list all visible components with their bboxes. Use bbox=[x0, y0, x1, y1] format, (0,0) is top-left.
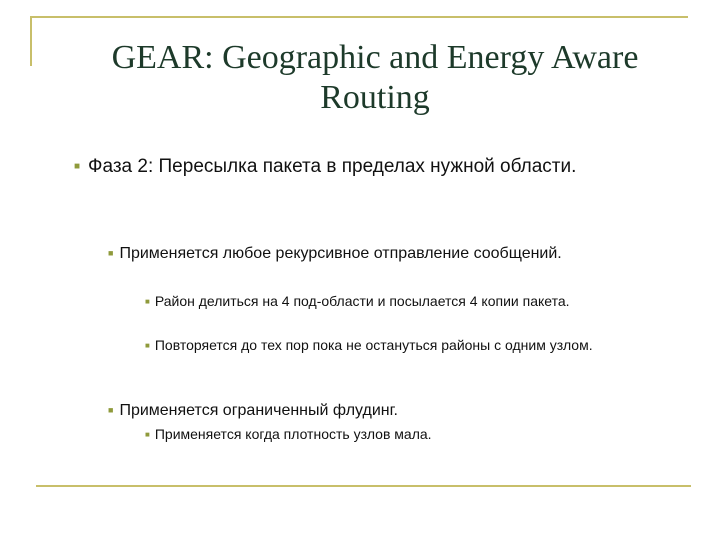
slide-title bbox=[40, 38, 710, 118]
square-bullet-icon: ■ bbox=[74, 161, 81, 172]
bullet-text: Повторяется до тех пор пока не остануться районы с одним узлом. bbox=[154, 337, 593, 353]
bullet-level3-split-region bbox=[145, 292, 625, 311]
square-bullet-icon: ■ bbox=[145, 341, 150, 350]
bullet-level3-low-density bbox=[145, 425, 625, 444]
left-decorative-line bbox=[30, 16, 32, 66]
bullet-level2-flooding bbox=[108, 400, 608, 421]
square-bullet-icon: ■ bbox=[145, 430, 150, 439]
slide-title-line-1: GEAR: Geographic and Energy Aware bbox=[111, 39, 639, 76]
bullet-text: Применяется ограниченный флудинг. bbox=[119, 402, 398, 419]
bottom-decorative-line bbox=[36, 485, 691, 487]
bullet-text: Применяется когда плотность узлов мала. bbox=[154, 426, 432, 442]
square-bullet-icon: ■ bbox=[108, 405, 114, 415]
bullet-level2-recursive bbox=[108, 243, 608, 264]
bullet-text: Фаза 2: Пересылка пакета в пределах нужной области. bbox=[88, 156, 577, 177]
bullet-text: Район делиться на 4 под-области и посылается 4 копии пакета. bbox=[154, 293, 570, 309]
square-bullet-icon: ■ bbox=[108, 248, 114, 258]
bullet-level1-phase2 bbox=[74, 155, 634, 179]
slide-title-line-2: Routing bbox=[320, 79, 430, 116]
square-bullet-icon: ■ bbox=[145, 297, 150, 306]
bullet-text: Применяется любое рекурсивное отправление сообщений. bbox=[119, 245, 562, 262]
top-decorative-line bbox=[30, 16, 688, 18]
bullet-level3-repeat bbox=[145, 336, 625, 355]
